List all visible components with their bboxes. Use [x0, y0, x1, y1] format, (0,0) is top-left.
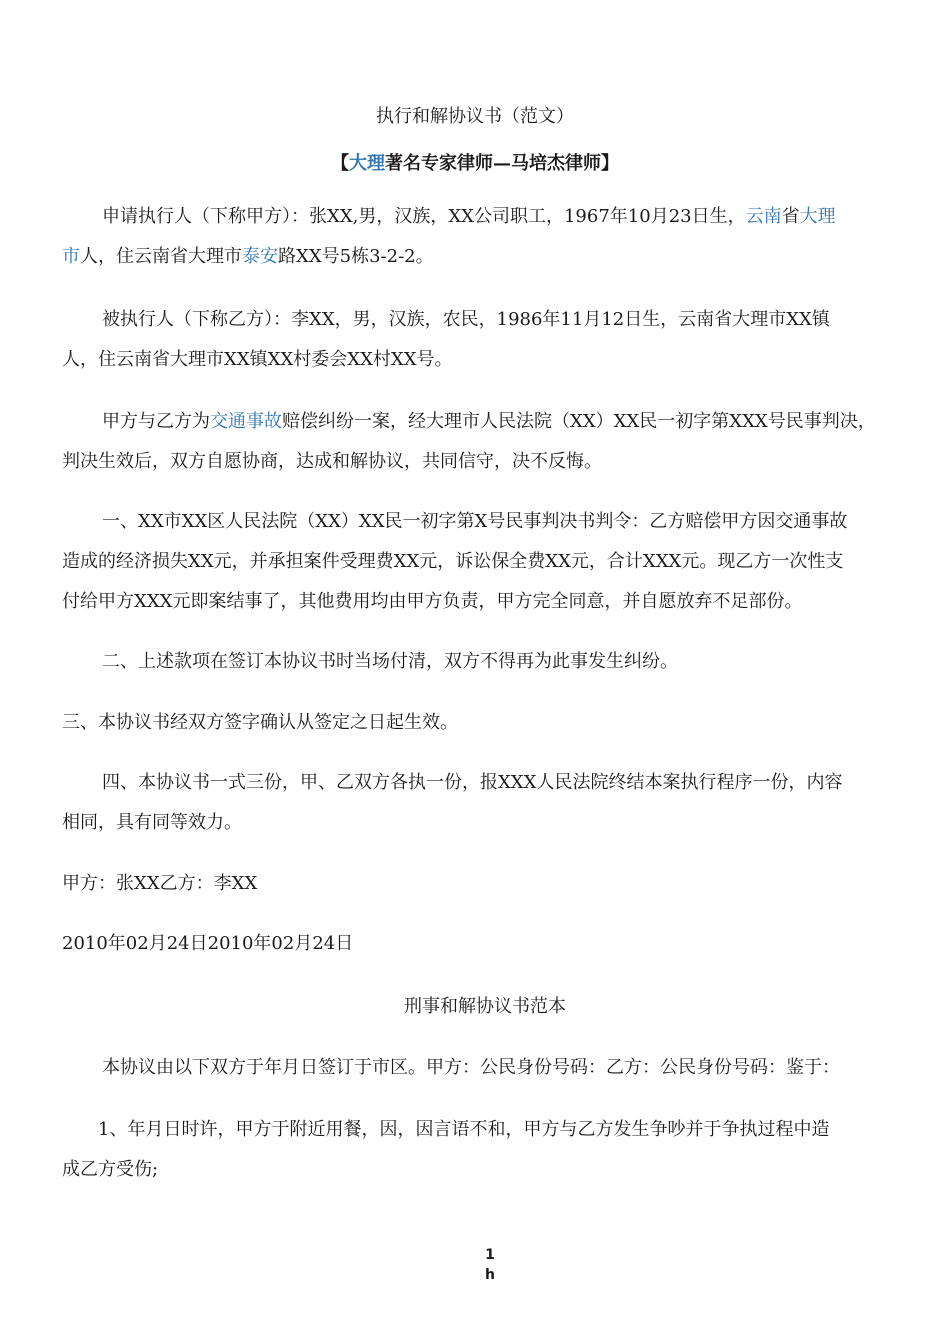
paragraph-applicant-line2	[62, 245, 434, 269]
applicant-address: 人，住云南省大理市	[80, 246, 242, 267]
clause-one-line2: 造成的经济损失XX元，并承担案件受理费XX元，诉讼保全费XX元，合计XXX元。现乙方一次性支	[62, 551, 844, 572]
paragraph-respondent-line2: 人，住云南省大理市XX镇XX村委会XX村XX号。	[62, 349, 453, 370]
paragraph-applicant-line1	[102, 205, 836, 229]
document-subtitle	[0, 152, 950, 176]
applicant-address-end: 路XX号5栋3-2-2。	[278, 246, 434, 267]
clause-four-line2: 相同，具有同等效力。	[62, 812, 242, 833]
clause-four-line1: 四、本协议书一式三份，甲、乙双方各执一份，报XXX人民法院终结本案执行程序一份，内容	[102, 772, 843, 793]
agreement-item-one-line1: 1、年月日时许，甲方于附近用餐，因，因言语不和，甲方与乙方发生争吵并于争执过程中造	[98, 1119, 830, 1140]
page-number-suffix: h	[485, 1267, 495, 1283]
link-dali-2[interactable]: 大理	[799, 206, 836, 227]
case-text: 甲方与乙方为	[102, 411, 210, 432]
document-title: 执行和解协议书（范文）	[376, 106, 574, 127]
signature-line: 甲方：张XX乙方：李XX	[62, 873, 258, 894]
case-text-rest: 赔偿纠纷一案，经大理市人民法院（XX）XX民一初字第XXX号民事判决，	[282, 411, 876, 432]
link-yunnan[interactable]: 云南	[745, 206, 782, 227]
clause-two: 二、上述款项在签订本协议书时当场付清，双方不得再为此事发生纠纷。	[102, 651, 678, 672]
page-number: 1	[485, 1247, 495, 1263]
link-dali[interactable]: 大理	[349, 153, 385, 174]
clause-three: 三、本协议书经双方签字确认从签定之日起生效。	[62, 712, 458, 733]
paragraph-case-line2: 判决生效后，双方自愿协商，达成和解协议，共同信守，决不反悔。	[62, 451, 602, 472]
clause-one-line3: 付给甲方XXX元即案结事了，其他费用均由甲方负责，甲方完全同意，并自愿放弃不足部份。	[62, 591, 803, 612]
second-document-title: 刑事和解协议书范本	[404, 996, 566, 1017]
paragraph-case-line1	[102, 410, 876, 434]
link-taian[interactable]: 泰安	[242, 246, 278, 267]
date-line: 2010年02月24日2010年02月24日	[62, 933, 354, 954]
subtitle-rest: 著名专家律师—马培杰律师】	[385, 153, 619, 174]
link-shi[interactable]: 市	[62, 246, 80, 267]
subtitle-open-bracket: 【	[331, 153, 349, 174]
agreement-item-one-line2: 成乙方受伤;	[62, 1159, 159, 1180]
link-traffic-accident[interactable]: 交通事故	[210, 411, 282, 432]
clause-one-line1: 一、XX市XX区人民法院（XX）XX民一初字第X号民事判决书判令：乙方赔偿甲方因交通事故	[102, 511, 848, 532]
agreement-intro: 本协议由以下双方于年月日签订于市区。甲方：公民身份号码：乙方：公民身份号码：鉴于：	[102, 1057, 840, 1078]
applicant-text-province: 省	[781, 206, 800, 227]
applicant-text: 申请执行人（下称甲方）：张XX,男，汉族，XX公司职工，1967年10月23日生，	[102, 206, 746, 227]
paragraph-respondent-line1: 被执行人（下称乙方）：李XX，男，汉族，农民，1986年11月12日生，云南省大理市XX镇	[102, 309, 830, 330]
